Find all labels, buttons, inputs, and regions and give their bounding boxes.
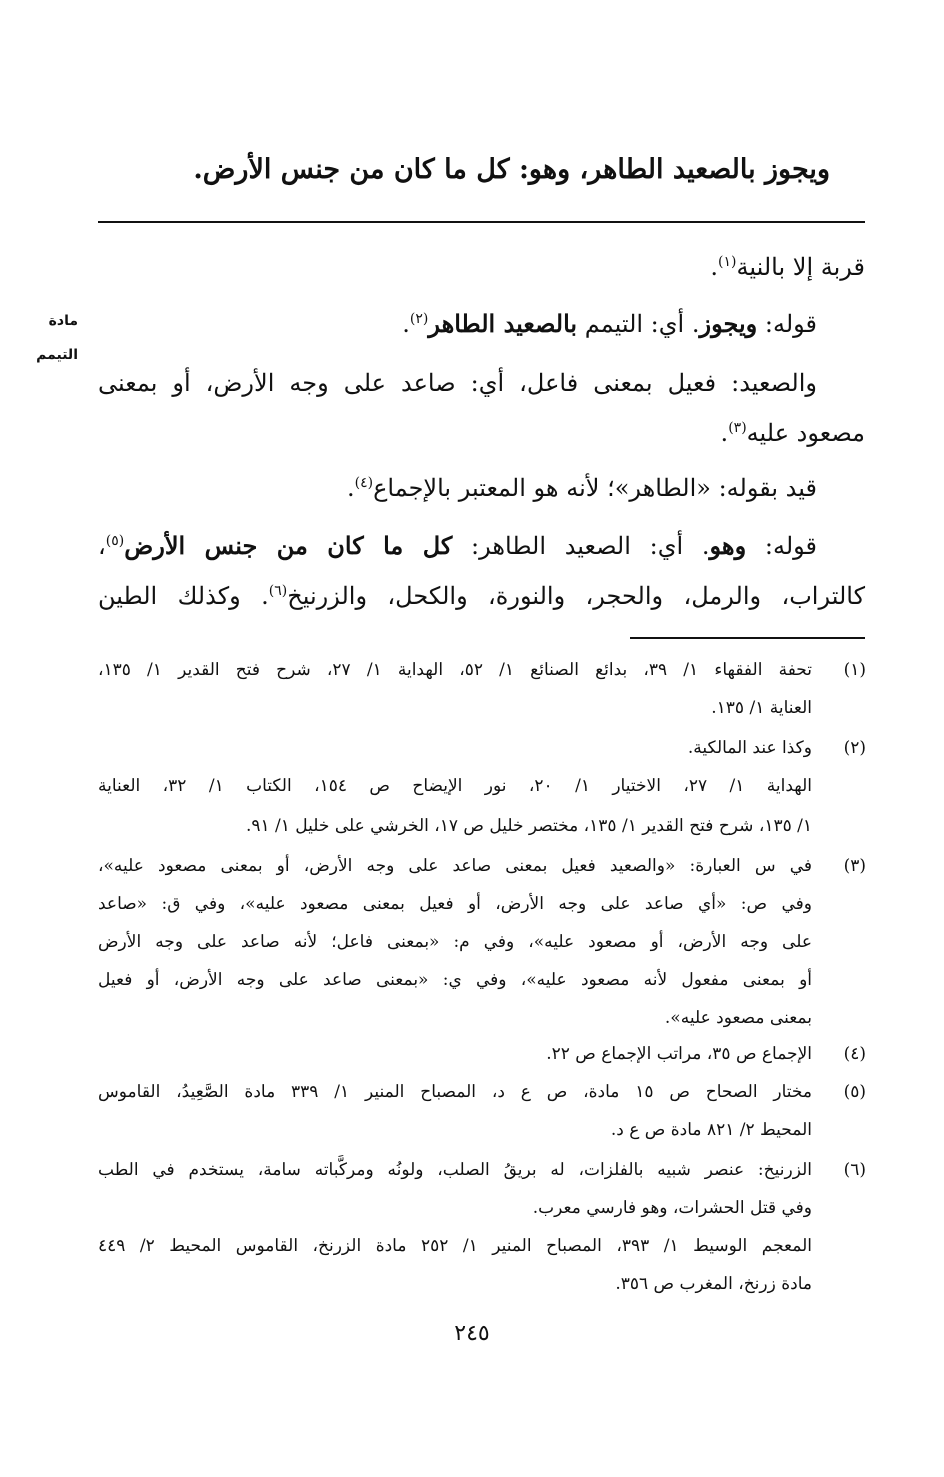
quoted-matn: وهو xyxy=(709,531,747,560)
footnote-line: وفي ص: «أي صاعد على وجه الأرض، أو فعيل بمعنى مصعود عليه»، وفي ق: «صاعد xyxy=(98,894,812,914)
footnote-number: (٤) xyxy=(843,1044,866,1064)
footnote-ref: (٦) xyxy=(268,583,288,599)
commentary-text: قيد بقوله: «الطاهر»؛ لأنه هو المعتبر بالإجماع xyxy=(373,474,817,502)
commentary-line xyxy=(710,247,865,287)
commentary-line xyxy=(98,526,865,566)
commentary-punct: . xyxy=(720,419,729,447)
footnote-ref: (٣) xyxy=(728,420,747,436)
margin-note-line1: مادة xyxy=(48,313,78,329)
commentary-line xyxy=(98,576,865,616)
footnote-ref: (٤) xyxy=(354,475,374,491)
commentary-line xyxy=(402,304,817,344)
footnote-number: (٥) xyxy=(843,1082,866,1102)
quoted-matn: بالصعيد الطاهر xyxy=(428,309,578,338)
footnote-line: وكذا عند المالكية. xyxy=(687,738,812,758)
commentary-line: والصعيد: فعيل بمعنى فاعل، أي: صاعد على وجه الأرض، أو بمعنى xyxy=(98,369,817,397)
commentary-punct: . xyxy=(346,474,355,502)
commentary-punct: . xyxy=(402,310,410,338)
footnote-ref: (٢) xyxy=(409,311,429,327)
footnote-number: (٦) xyxy=(843,1160,866,1180)
footnote-line: في س العبارة: «والصعيد فعيل بمعنى صاعد على وجه الأرض، أو بمعنى مصعود عليه»، xyxy=(98,856,812,876)
margin-note xyxy=(18,304,78,372)
footnote-line: تحفة الفقهاء ١/ ٣٩، بدائع الصنائع ١/ ٥٢، الهداية ١/ ٢٧، شرح فتح القدير ١/ ١٣٥، xyxy=(98,660,813,680)
footnote-line: على وجه الأرض، أو مصعود عليه»، وفي م: «بمعنى فاعل؛ لأنه صاعد على وجه الأرض xyxy=(98,932,812,952)
commentary-text: قوله: xyxy=(746,532,818,560)
footnote-line: أو بمعنى مفعول لأنه مصعود عليه»، وفي ي: «بمعنى صاعد على وجه الأرض، أو فعيل xyxy=(98,970,812,990)
footnote-line: وفي قتل الحشرات، وهو فارسي معرب. xyxy=(532,1198,812,1218)
footnote-line: بمعنى مصعود عليه». xyxy=(664,1008,812,1028)
footnote-line: مختار الصحاح ص ١٥ مادة، ص ع د، المصباح المنير ١/ ٣٣٩ مادة الصَّعِيدُ، القاموس xyxy=(98,1082,812,1102)
commentary-text: قوله: xyxy=(757,310,817,338)
footnote-line: الزرنيخ: عنصر شبيه بالفلزات، له بريقُ الصلب، ولونُه ومركَّباته سامة، يستخدم في الطب xyxy=(98,1160,812,1180)
footnote-line: العناية ١/ ١٣٥. xyxy=(711,698,812,718)
footnote-line: الإجماع ص ٣٥، مراتب الإجماع ص ٢٢. xyxy=(546,1044,812,1064)
footnote-line: المعجم الوسيط ١/ ٣٩٣، المصباح المنير ١/ ٢٥٢ مادة الزرنخ، القاموس المحيط ٢/ ٤٤٩ xyxy=(98,1236,812,1256)
quoted-matn: ويجوز xyxy=(699,309,758,338)
heading-divider xyxy=(98,221,865,223)
commentary-text: . أي: التيمم xyxy=(577,310,700,338)
commentary-text: قربة إلا بالنية xyxy=(736,253,865,281)
commentary-text: . أي: الصعيد الطاهر: xyxy=(452,532,710,560)
footnote-line: المحيط ٢/ ٨٢١ مادة ص ع د. xyxy=(610,1120,812,1140)
footnote-line: ١/ ١٣٥، شرح فتح القدير ١/ ١٣٥، مختصر خليل ص ١٧، الخرشي على خليل ١/ ٩١. xyxy=(245,816,812,836)
footnote-number: (٢) xyxy=(843,738,866,758)
footnote-line: مادة زرنخ، المغرب ص ٣٥٦. xyxy=(615,1274,812,1294)
footnote-number: (٣) xyxy=(843,856,866,876)
footnote-ref: (٥) xyxy=(105,533,125,549)
commentary-text: مصعود عليه xyxy=(746,419,865,447)
footnote-divider xyxy=(630,637,865,639)
commentary-text: . وكذلك الطين xyxy=(98,582,269,610)
margin-note-line2: التيمم xyxy=(36,347,78,363)
commentary-punct: ، xyxy=(98,532,106,560)
commentary-line xyxy=(721,413,865,453)
footnote-line: الهداية ١/ ٢٧، الاختيار ١/ ٢٠، نور الإيضاح ص ١٥٤، الكتاب ١/ ٣٢، العناية xyxy=(98,776,813,796)
commentary-punct: . xyxy=(710,253,718,281)
page-number: ٢٤٥ xyxy=(454,1321,490,1346)
quoted-matn: كل ما كان من جنس الأرض xyxy=(124,531,453,560)
footnote-number: (١) xyxy=(843,660,866,680)
commentary-text: كالتراب، والرمل، والحجر، والنورة، والكحل، والزرنيخ xyxy=(287,582,866,610)
commentary-line xyxy=(347,468,817,508)
footnote-ref: (١) xyxy=(718,254,737,270)
matn-heading: ويجوز بالصعيد الطاهر، وهو: كل ما كان من جنس الأرض. xyxy=(193,154,830,185)
